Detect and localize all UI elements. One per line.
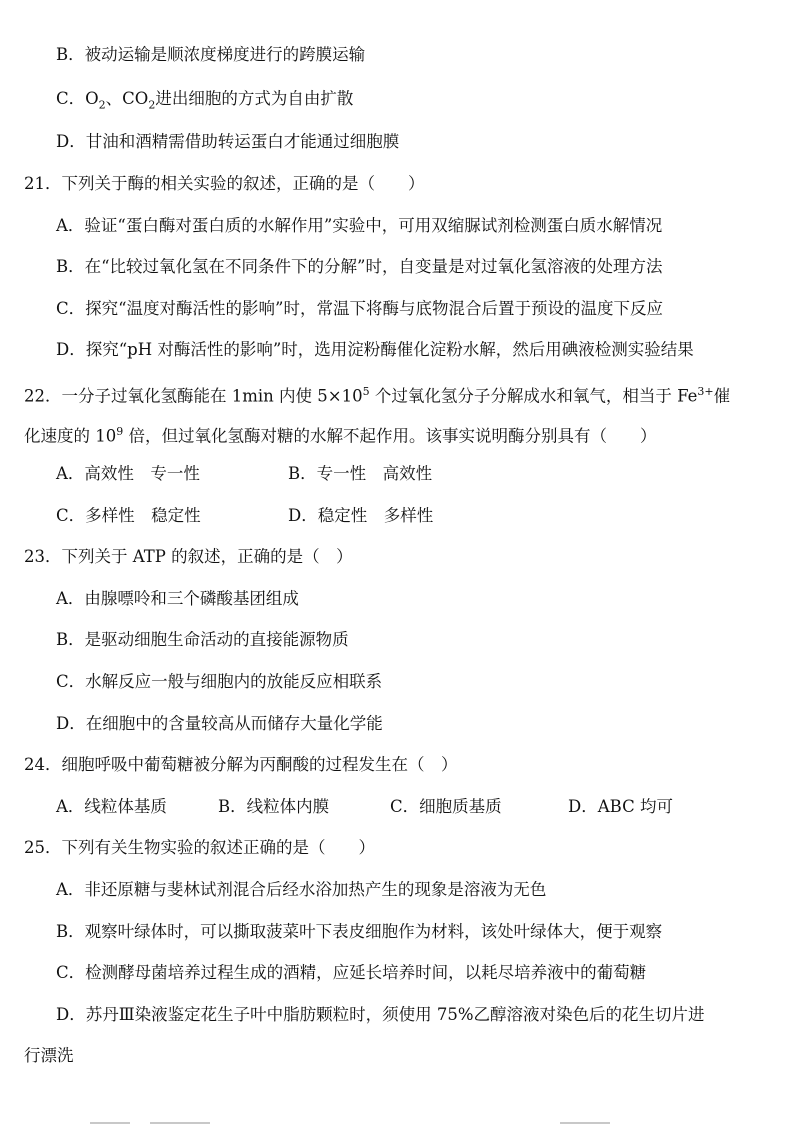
- question-25-option-b: B．观察叶绿体时，可以撕取菠菜叶下表皮细胞作为材料，该处叶绿体大，便于观察: [56, 922, 663, 941]
- question-22-options-row-2: [56, 505, 433, 527]
- question-25-option-c: C．检测酵母菌培养过程生成的酒精，应延长培养时间，以耗尽培养液中的葡萄糖: [56, 963, 647, 982]
- stem-text: 化速度的 10: [24, 426, 117, 446]
- option-text: 甘油和酒精需借助转运蛋白才能通过细胞膜: [85, 132, 400, 151]
- question-24-options-row: [56, 796, 673, 818]
- scan-mark: [90, 1122, 130, 1124]
- question-21-option-c: C．探究“温度对酶活性的影响”时，常温下将酶与底物混合后置于预设的温度下反应: [56, 299, 663, 318]
- question-21-option-d: D．探究“pH 对酶活性的影响”时，选用淀粉酶催化淀粉水解，然后用碘液检测实验结果: [56, 340, 694, 359]
- stem-text: 22．一分子过氧化氢酶能在 1min 内使 5×10: [24, 386, 363, 406]
- option-label: B．: [56, 45, 85, 64]
- superscript-charge: 3+: [697, 385, 714, 398]
- option-text-co: 、CO: [105, 89, 149, 108]
- question-24-option-c: C．细胞质基质: [390, 797, 502, 816]
- question-24-option-a: A．线粒体基质: [56, 797, 167, 816]
- question-22-stem-line2: [24, 421, 657, 448]
- question-21-stem: 21．下列关于酶的相关实验的叙述，正确的是（ ）: [24, 174, 425, 193]
- question-22-option-d: D．稳定性 多样性: [288, 506, 434, 525]
- question-23-option-c: C．水解反应一般与细胞内的放能反应相联系: [56, 672, 383, 691]
- prev-option-d: [56, 131, 399, 153]
- question-25-option-d: D．苏丹Ⅲ染液鉴定花生子叶中脂肪颗粒时，须使用 75%乙醇溶液对染色后的花生切片进: [56, 1005, 705, 1024]
- question-21-option-b: B．在“比较过氧化氢在不同条件下的分解”时，自变量是对过氧化氢溶液的处理方法: [56, 257, 663, 276]
- question-25-option-a: A．非还原糖与斐林试剂混合后经水浴加热产生的现象是溶液为无色: [56, 880, 547, 899]
- option-text-o: O: [85, 89, 99, 108]
- question-22-option-c: C．多样性 稳定性: [56, 506, 201, 525]
- question-22-option-a: A．高效性 专一性: [56, 464, 200, 483]
- subscript: 2: [98, 98, 106, 112]
- option-label: C．: [56, 89, 86, 108]
- stem-text: 催: [713, 386, 731, 406]
- subscript: 2: [148, 98, 156, 112]
- question-25-stem: 25．下列有关生物实验的叙述正确的是（ ）: [24, 838, 375, 857]
- scan-mark: [150, 1122, 210, 1124]
- question-22-stem-line1: [24, 381, 730, 408]
- scan-mark: [560, 1122, 610, 1124]
- stem-text: 倍，但过氧化氢酶对糖的水解不起作用。该事实说明酶分别具有（ ）: [123, 426, 657, 446]
- exponent: 5: [362, 385, 370, 398]
- question-23-option-d: D．在细胞中的含量较高从而储存大量化学能: [56, 714, 383, 733]
- option-text: 被动运输是顺浓度梯度进行的跨膜运输: [84, 45, 366, 64]
- question-25-option-d-continued: 行漂洗: [24, 1046, 74, 1065]
- question-23-option-b: B．是驱动细胞生命活动的直接能源物质: [56, 630, 349, 649]
- option-label: D．: [56, 132, 86, 151]
- exponent: 9: [116, 425, 124, 438]
- question-23-stem: 23．下列关于 ATP 的叙述，正确的是（ ）: [24, 547, 353, 566]
- question-22-option-b: B．专一性 高效性: [288, 464, 433, 483]
- stem-text: 个过氧化氢分子分解成水和氧气，相当于 Fe: [369, 386, 698, 406]
- question-22-options-row-1: [56, 463, 432, 485]
- prev-option-c: [56, 88, 353, 116]
- question-24-option-d: D．ABC 均可: [568, 797, 673, 816]
- prev-option-b: [56, 44, 365, 66]
- option-text-rest: 进出细胞的方式为自由扩散: [155, 89, 354, 108]
- question-21-option-a: A．验证“蛋白酶对蛋白质的水解作用”实验中，可用双缩脲试剂检测蛋白质水解情况: [56, 216, 663, 235]
- question-23-option-a: A．由腺嘌呤和三个磷酸基团组成: [56, 589, 299, 608]
- question-24-stem: 24．细胞呼吸中葡萄糖被分解为丙酮酸的过程发生在（ ）: [24, 755, 458, 774]
- question-24-option-b: B．线粒体内膜: [218, 797, 330, 816]
